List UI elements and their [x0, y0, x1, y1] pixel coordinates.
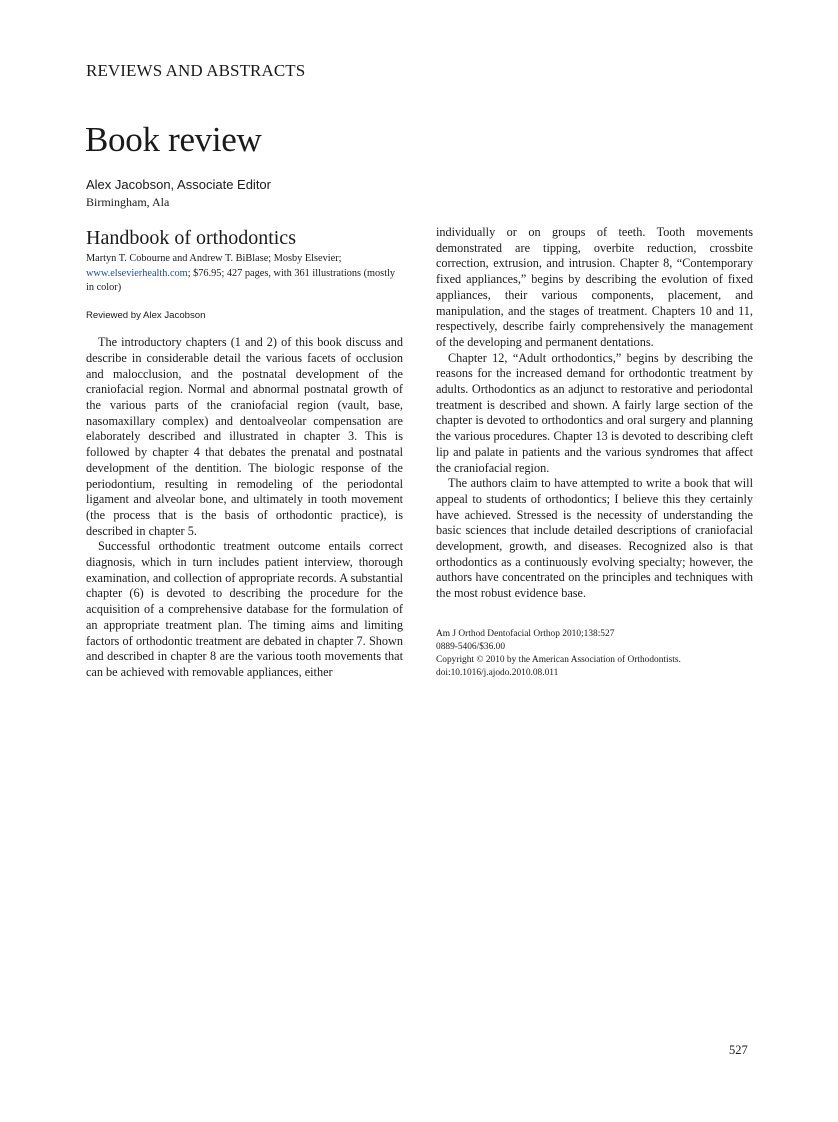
reviewer-credit: Reviewed by Alex Jacobson [86, 309, 206, 321]
publisher-website-link[interactable]: www.elsevierhealth.com [86, 267, 188, 279]
citation-journal: Am J Orthod Dentofacial Orthop 2010;138:527 [436, 628, 615, 639]
body-paragraph: Chapter 12, “Adult orthodontics,” begins by describing the reasons for the increased demand for orthodontic treatment by adults. Orthodontics as an adjunct to restorative and periodontal treatment is described and shown. A fairly large section of the chapter is devoted to orthodontics and oral surgery and planning the various procedures. Chapter 13 is devoted to describing cleft lip and palate in patients and the various syndromes that affect the craniofacial region. [436, 350, 753, 475]
body-paragraph-continued: individually or on groups of teeth. Tooth movements demonstrated are tipping, overbite reduction, crossbite correction, extrusion, and intrusion. Chapter 8, “Contemporary fixed appliances,” begins by describing the evolution of fixed appliances, their various components, placement, and manipulation, and the stages of treatment. Chapters 10 and 11, respectively, describe fairly comprehensively the management of the developing and permanent dentations. [436, 225, 753, 349]
right-column [436, 225, 753, 680]
editor-byline: Alex Jacobson, Associate Editor [86, 177, 271, 192]
section-heading: REVIEWS AND ABSTRACTS [86, 61, 306, 80]
left-column [86, 226, 403, 681]
body-paragraph: The authors claim to have attempted to write a book that will appeal to students of orthodontics; I believe this they certainly have achieved. Stressed is the necessity of understanding the basic sciences that include detailed descriptions of craniofacial development, growth, and diseases. Recognized also is that orthodontics as a continuously evolving specialty; however, the authors have concentrated on the principles and techniques with the most robust evidence base. [436, 476, 753, 601]
page-title: Book review [85, 120, 262, 159]
editor-location: Birmingham, Ala [86, 195, 170, 209]
citation-copyright: Copyright © 2010 by the American Association of Orthodontists. [436, 654, 681, 665]
book-authors-publisher: Martyn T. Cobourne and Andrew T. BiBlase; Mosby Elsevier; [86, 253, 342, 264]
book-price-pages: ; $76.95; 427 pages, with 361 illustrations (mostly in color) [86, 267, 396, 293]
citation-doi[interactable]: doi:10.1016/j.ajodo.2010.08.011 [436, 667, 559, 678]
page-number: 527 [729, 1043, 748, 1057]
citation-block [436, 628, 753, 680]
body-paragraph: Successful orthodontic treatment outcome entails correct diagnosis, which in turn includes patient interview, thorough examination, and collection of appropriate records. A substantial chapter (6) is devoted to describing the procedure for the acquisition of a comprehensive database for the formulation of an appropriate treatment plan. The timing aims and limiting factors of orthodontic treatment are debated in chapter 7. Shown and described in chapter 8 are the various tooth movements that can be achieved with removable appliances, either [86, 539, 403, 679]
citation-issn: 0889-5406/$36.00 [436, 641, 506, 652]
book-metadata [86, 252, 403, 296]
body-paragraph: The introductory chapters (1 and 2) of this book discuss and describe in considerable detail the various facets of occlusion and malocclusion, and the postnatal development of the craniofacial region. Normal and abnormal postnatal growth of the various parts of the craniofacial region (vault, base, nasomaxillary complex) and dentoalveolar compensation are elaborately described and illustrated in chapter 3. This is followed by chapter 4 that debates the prenatal and postnatal development of the dentition. The biologic response of the periodontium, resulting in remodeling of the periodontal ligament and alveolar bone, and ultimately in tooth movement (the process that is the basis of orthodontic practice), is described in chapter 5. [86, 335, 403, 538]
book-title: Handbook of orthodontics [86, 227, 296, 249]
